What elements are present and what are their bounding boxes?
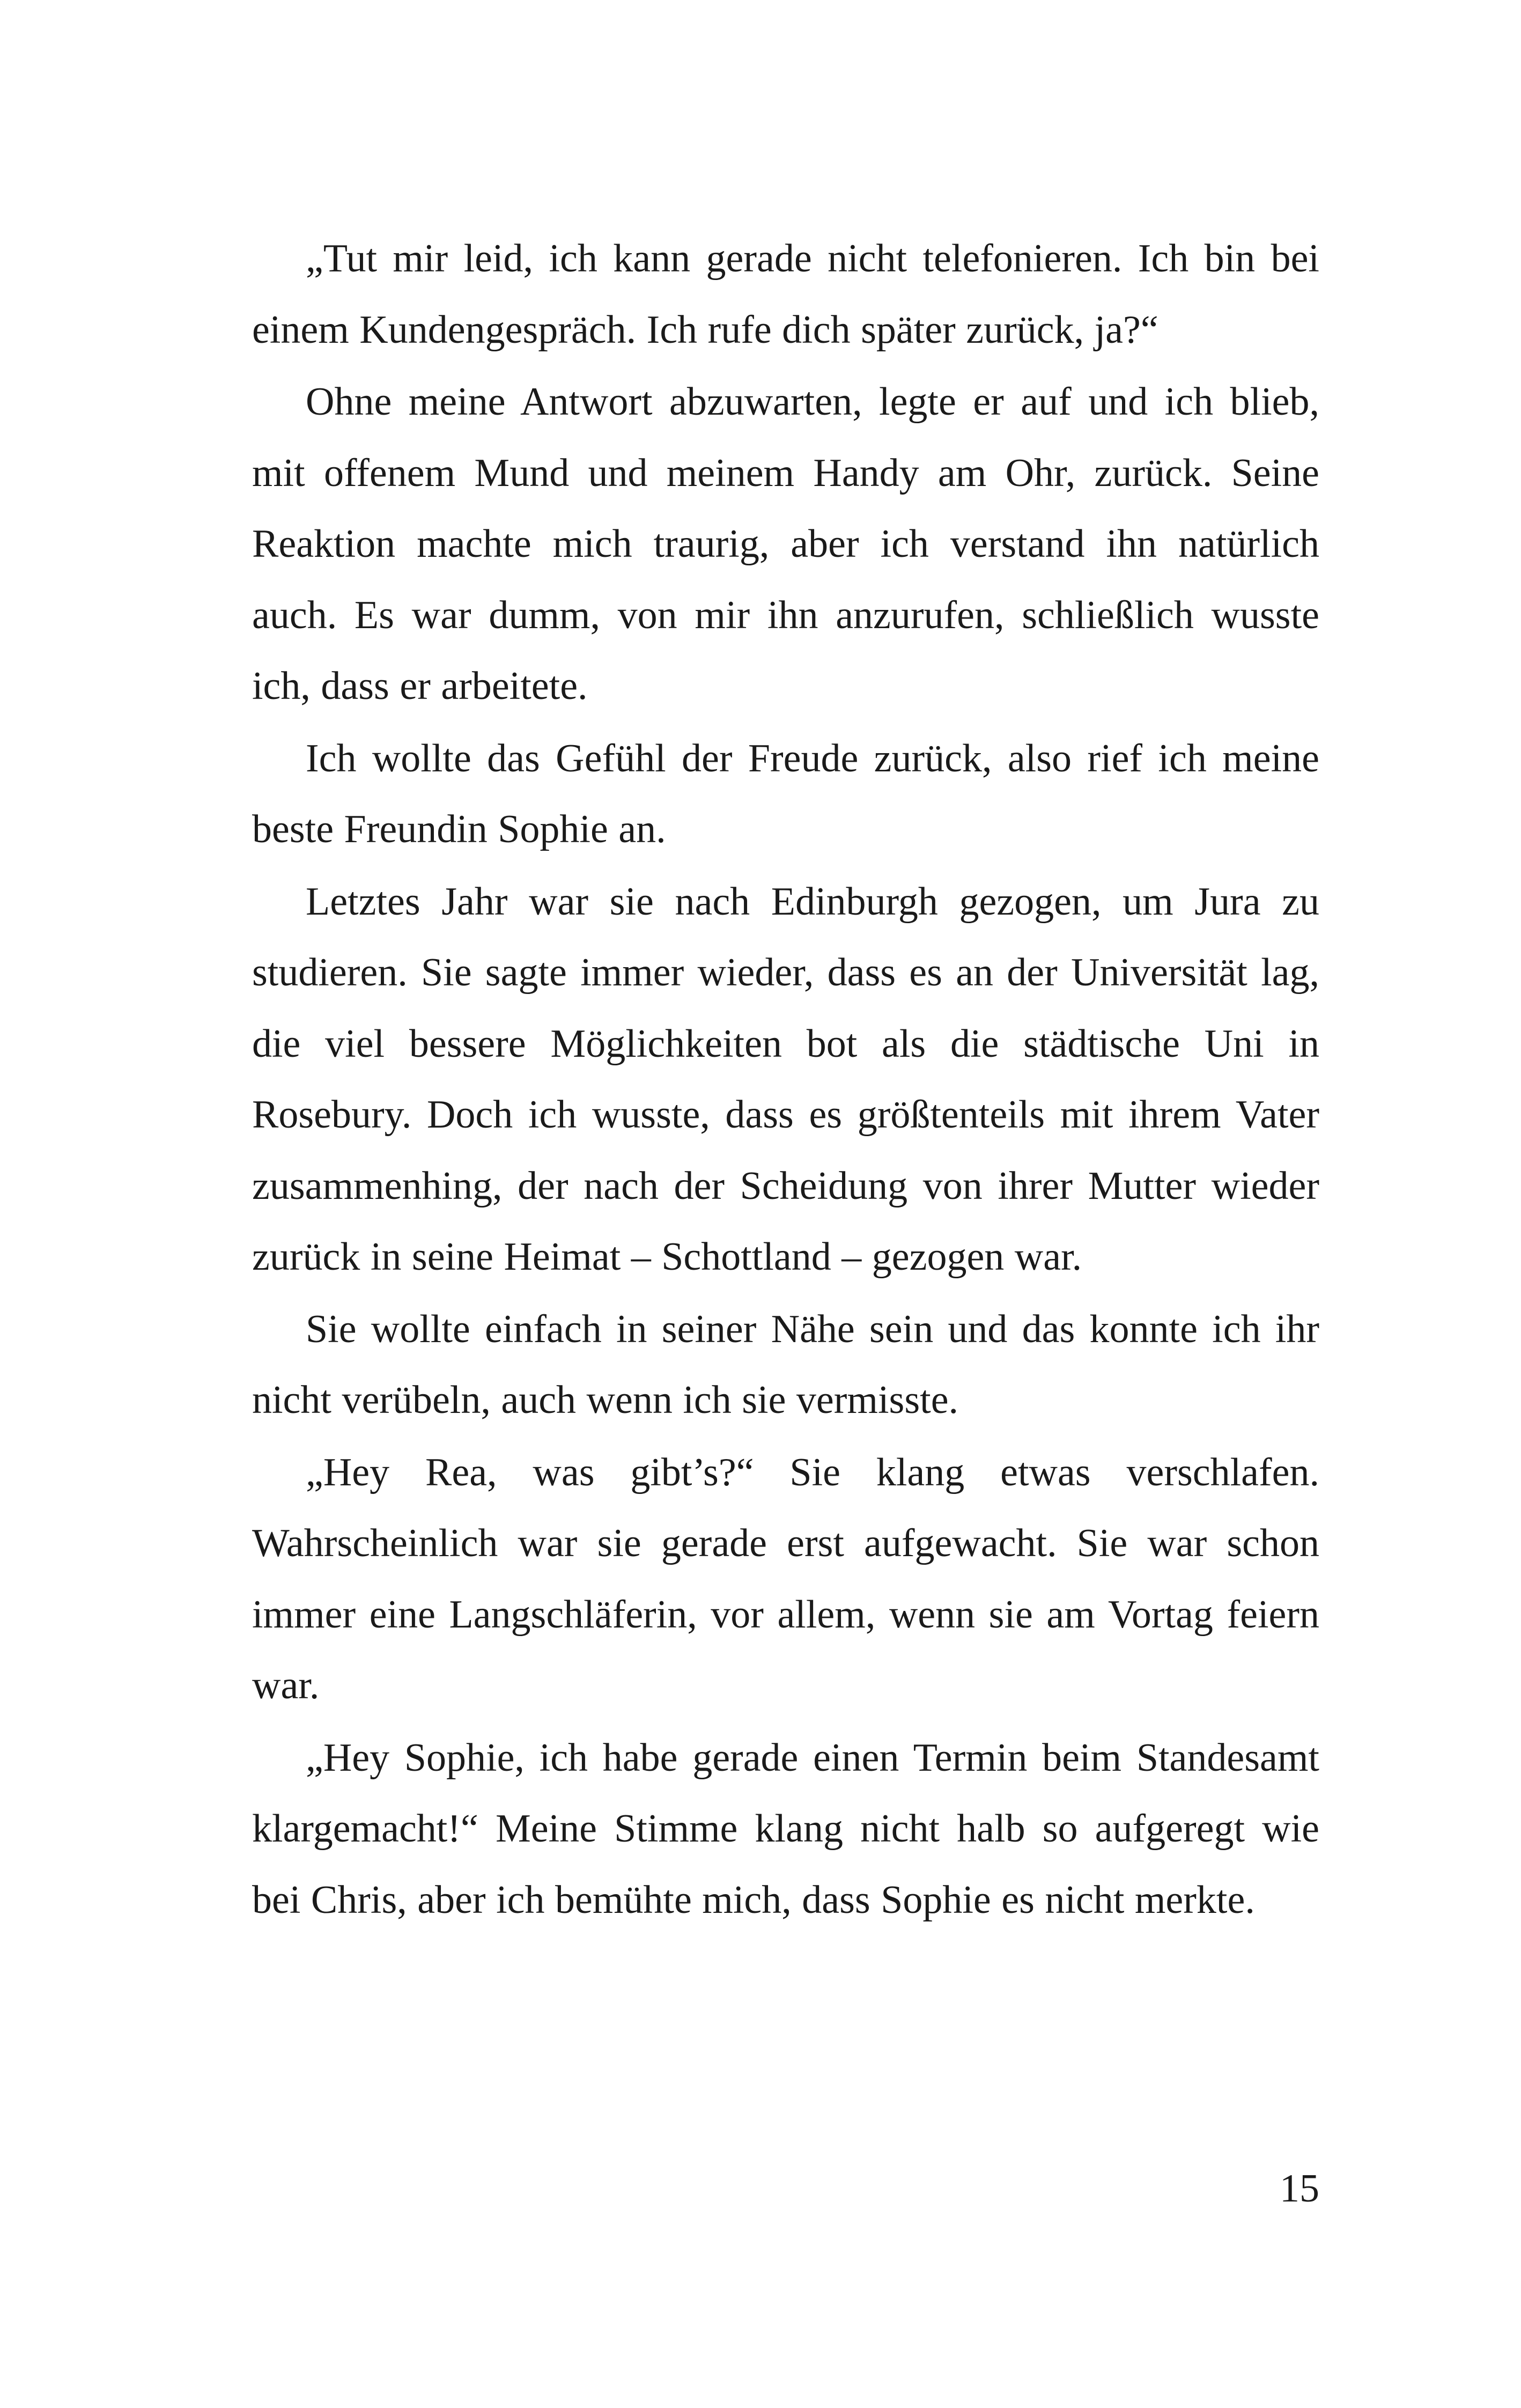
paragraph-2: Ohne meine Antwort abzuwarten, legte er auf und ich blieb, mit offenem Mund und meinem Handy am Ohr, zurück. Seine Reaktion machte mich traurig, aber ich verstand ihn natürlich auch. Es war dumm, von mir ihn anzurufen, schließlich wusste ich, dass er arbeitete.	[252, 380, 1319, 708]
paragraph-3: Ich wollte das Gefühl der Freude zurück, also rief ich meine beste Freundin Sophie an.	[252, 736, 1319, 851]
paragraph-7: „Hey Sophie, ich habe gerade einen Termin beim Standesamt klargemacht!“ Meine Stimme klang nicht halb so aufgeregt wie bei Chris, aber ich bemühte mich, dass Sophie es nicht merkte.	[252, 1735, 1319, 1922]
paragraph-1: „Tut mir leid, ich kann gerade nicht telefonieren. Ich bin bei einem Kundengespräch. Ich rufe dich später zurück, ja?“	[252, 237, 1319, 352]
paragraph-6: „Hey Rea, was gibt’s?“ Sie klang etwas verschlafen. Wahrscheinlich war sie gerade erst aufgewacht. Sie war schon immer eine Langschläferin, vor allem, wenn sie am Vortag feiern war.	[252, 1450, 1319, 1707]
paragraph-5: Sie wollte einfach in seiner Nähe sein und das konnte ich ihr nicht verübeln, auch wenn ich sie vermisste.	[252, 1307, 1319, 1422]
paragraph-4: Letztes Jahr war sie nach Edinburgh gezogen, um Jura zu studieren. Sie sagte immer wieder, dass es an der Universität lag, die viel bessere Möglichkeiten bot als die städtische Uni in Rosebury. Doch ich wusste, dass es größtenteils mit ihrem Vater zusammenhing, der nach der Scheidung von ihrer Mutter wieder zurück in seine Heimat – Schottland – gezogen war.	[252, 879, 1319, 1279]
body-text	[252, 223, 1319, 1936]
page-number: 15	[1280, 2167, 1319, 2211]
